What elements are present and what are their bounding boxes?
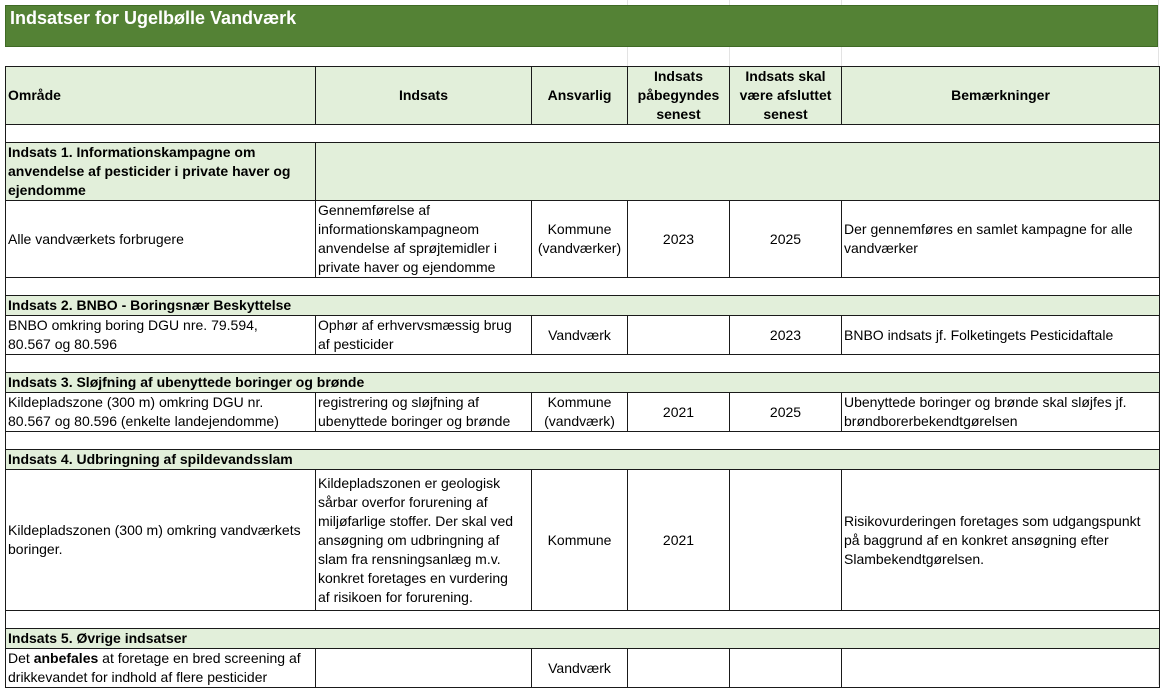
cell-end[interactable]: 2023 bbox=[730, 316, 842, 355]
cell-omraade[interactable]: BNBO omkring boring DGU nre. 79.594, 80.567 og 80.596 bbox=[6, 316, 316, 355]
header-indsats[interactable]: Indsats bbox=[316, 67, 532, 125]
cell-end[interactable] bbox=[730, 470, 842, 611]
cell-indsats[interactable]: registrering og sløjfning af ubenyttede boringer og brønde bbox=[316, 393, 532, 432]
cell-ansvarlig[interactable]: Kommune bbox=[532, 470, 628, 611]
cell-indsats[interactable]: Gennemførelse af informationskampagneom anvendelse af sprøjtemidler i private haver og ejendomme bbox=[316, 201, 532, 278]
spacer-row bbox=[6, 278, 1160, 296]
cell-omraade[interactable]: Kildepladszonen (300 m) omkring vandværkets boringer. bbox=[6, 470, 316, 611]
cell-omraade[interactable]: Alle vandværkets forbrugere bbox=[6, 201, 316, 278]
cell-bemaerkning[interactable]: Ubenyttede boringer og brønde skal sløjfes jf. brøndborerbekendtgørelsen bbox=[842, 393, 1160, 432]
table-row bbox=[6, 470, 1160, 611]
header-row bbox=[6, 67, 1160, 125]
cell-indsats[interactable] bbox=[316, 649, 532, 688]
sheet-title[interactable]: Indsatser for Ugelbølle Vandværk bbox=[5, 5, 1158, 47]
cell-ansvarlig[interactable]: Vandværk bbox=[532, 316, 628, 355]
cell-omraade[interactable]: Kildepladszone (300 m) omkring DGU nr. 80.567 og 80.596 (enkelte landejendomme) bbox=[6, 393, 316, 432]
header-bemaerkninger[interactable]: Bemærkninger bbox=[842, 67, 1160, 125]
section-title[interactable]: Indsats 2. BNBO - Boringsnær Beskyttelse bbox=[6, 296, 1160, 316]
cell-bemaerkning[interactable]: Der gennemføres en samlet kampagne for alle vandværker bbox=[842, 201, 1160, 278]
table-row bbox=[6, 316, 1160, 355]
section-header-4 bbox=[6, 450, 1160, 470]
section-filler[interactable] bbox=[316, 143, 1160, 201]
cell-ansvarlig[interactable]: Kommune (vandværker) bbox=[532, 201, 628, 278]
cell-start[interactable] bbox=[628, 649, 730, 688]
cell-start[interactable]: 2021 bbox=[628, 393, 730, 432]
cell-start[interactable] bbox=[628, 316, 730, 355]
cell-ansvarlig[interactable]: Vandværk bbox=[532, 649, 628, 688]
cell-omraade[interactable]: Det anbefales at foretage en bred screening af drikkevandet for indhold af flere pesticider bbox=[6, 649, 316, 688]
header-ansvarlig[interactable]: Ansvarlig bbox=[532, 67, 628, 125]
section-title[interactable]: Indsats 1. Informationskampagne om anvendelse af pesticider i private haver og ejendomme bbox=[6, 143, 316, 201]
section-header-1 bbox=[6, 143, 1160, 201]
section-title[interactable]: Indsats 5. Øvrige indsatser bbox=[6, 629, 1160, 649]
spacer-row bbox=[6, 432, 1160, 450]
spacer-row bbox=[6, 611, 1160, 629]
cell-bemaerkning[interactable]: Risikovurderingen foretages som udgangspunkt på baggrund af en konkret ansøgning efter Slambekendtgørelsen. bbox=[842, 470, 1160, 611]
cell-indsats[interactable]: Kildepladszonen er geologisk sårbar overfor forurening af miljøfarlige stoffer. Der skal ved ansøgning om udbringning af slam fra rensningsanlæg m.v. konkret foretages en vurdering af risikoen for forurening. bbox=[316, 470, 532, 611]
section-header-2 bbox=[6, 296, 1160, 316]
section-header-3 bbox=[6, 373, 1160, 393]
cell-bemaerkning[interactable]: BNBO indsats jf. Folketingets Pesticidaftale bbox=[842, 316, 1160, 355]
cell-end[interactable] bbox=[730, 649, 842, 688]
cell-start[interactable]: 2023 bbox=[628, 201, 730, 278]
header-start[interactable]: Indsats påbegyndes senest bbox=[628, 67, 730, 125]
table-row bbox=[6, 201, 1160, 278]
header-omraade[interactable]: Område bbox=[6, 67, 316, 125]
table-row bbox=[6, 393, 1160, 432]
cell-bemaerkning[interactable] bbox=[842, 649, 1160, 688]
spacer-row bbox=[6, 125, 1160, 143]
cell-ansvarlig[interactable]: Kommune (vandværk) bbox=[532, 393, 628, 432]
cell-indsats[interactable]: Ophør af erhvervsmæssig brug af pesticider bbox=[316, 316, 532, 355]
section-title[interactable]: Indsats 4. Udbringning af spildevandsslam bbox=[6, 450, 1160, 470]
cell-end[interactable]: 2025 bbox=[730, 393, 842, 432]
section-header-5 bbox=[6, 629, 1160, 649]
cell-end[interactable]: 2025 bbox=[730, 201, 842, 278]
section-title[interactable]: Indsats 3. Sløjfning af ubenyttede boringer og brønde bbox=[6, 373, 1160, 393]
header-end[interactable]: Indsats skal være afsluttet senest bbox=[730, 67, 842, 125]
cell-start[interactable]: 2021 bbox=[628, 470, 730, 611]
table-row bbox=[6, 649, 1160, 688]
action-plan-table bbox=[5, 66, 1160, 688]
spacer-row bbox=[6, 355, 1160, 373]
